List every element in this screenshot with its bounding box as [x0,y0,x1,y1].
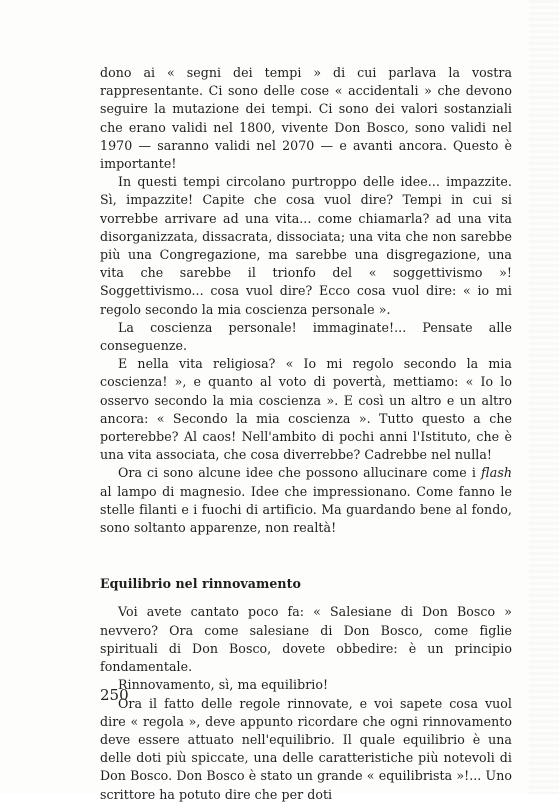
body-text [100,64,512,804]
paragraph-flash [100,464,512,537]
paragraph-ideas: In questi tempi circolano purtroppo delle idee... impazzite. Sì, impazzite! Capite che cosa vuol dire? Tempi in cui si vorrebbe arrivare ad una vita... come chiamarla? ad una vita disorganizzata, dissacrata, dissociata; una vita che non sarebbe più una Congregazione, ma sarebbe una disgregazione, una vita che sarebbe il trionfo del « soggettivismo »! Soggettivismo... cosa vuol dire? Ecco cosa vuol dire: « io mi regolo secondo la mia coscienza personale ». [100,174,512,317]
flash-text-before: Ora ci sono alcune idee che possono allucinare come i [118,465,481,481]
section-heading: Equilibrio nel rinnovamento [100,576,301,592]
paragraph-continued: dono ai « segni dei tempi » di cui parlava la vostra rappresentante. Ci sono delle cose « accidentali » che devono seguire la mutazione dei tempi. Ci sono dei valori sostanziali che erano validi nel 1800, vivente Don Bosco, sono validi nel 1970 — saranno validi nel 2070 — e avanti ancora. Questo è importante! [100,65,512,172]
paragraph-rinnovamento: Rinnovamento, sì, ma equilibrio! [118,677,329,693]
paragraph-salesiane: Voi avete cantato poco fa: « Salesiane di Don Bosco » nevvero? Ora come salesiane di Don Bosco, come figlie spirituali di Don Bosco, dovete obbedire: è un principio fondamentale. [100,604,512,675]
paragraph-religious-life: E nella vita religiosa? « Io mi regolo secondo la mia coscienza! », e quanto al voto di povertà, mettiamo: « Io lo osservo secondo la mia coscienza ». E così un altro e un altro ancora: « Secondo la mia coscienza ». Tutto questo a che porterebbe? Al caos! Nell'ambito di pochi anni l'Istituto, che è una vita associata, che cosa diverrebbe? Cadrebbe nel nulla! [100,356,512,463]
flash-text-after: al lampo di magnesio. Idee che impressionano. Come fanno le stelle filanti e i fuochi di artificio. Ma guardando bene al fondo, sono soltanto apparenze, non realtà! [100,483,512,536]
paragraph-conscience: La coscienza personale! immaginate!... Pensate alle conseguenze. [100,319,512,354]
flash-italic-word: flash [480,465,512,481]
scan-edge-shading [529,0,559,794]
page-number: 250 [100,686,129,704]
paragraph-regole: Ora il fatto delle regole rinnovate, e voi sapete cosa vuol dire « regola », deve appunto ricordare che ogni rinnovamento deve essere attuato nell'equilibrio. Il quale equilibrio è una delle doti più spiccate, una delle caratteristiche più notevoli di Don Bosco. Don Bosco è stato un grande « equilibrista »!... Uno scrittore ha potuto dire che per doti [100,695,512,802]
